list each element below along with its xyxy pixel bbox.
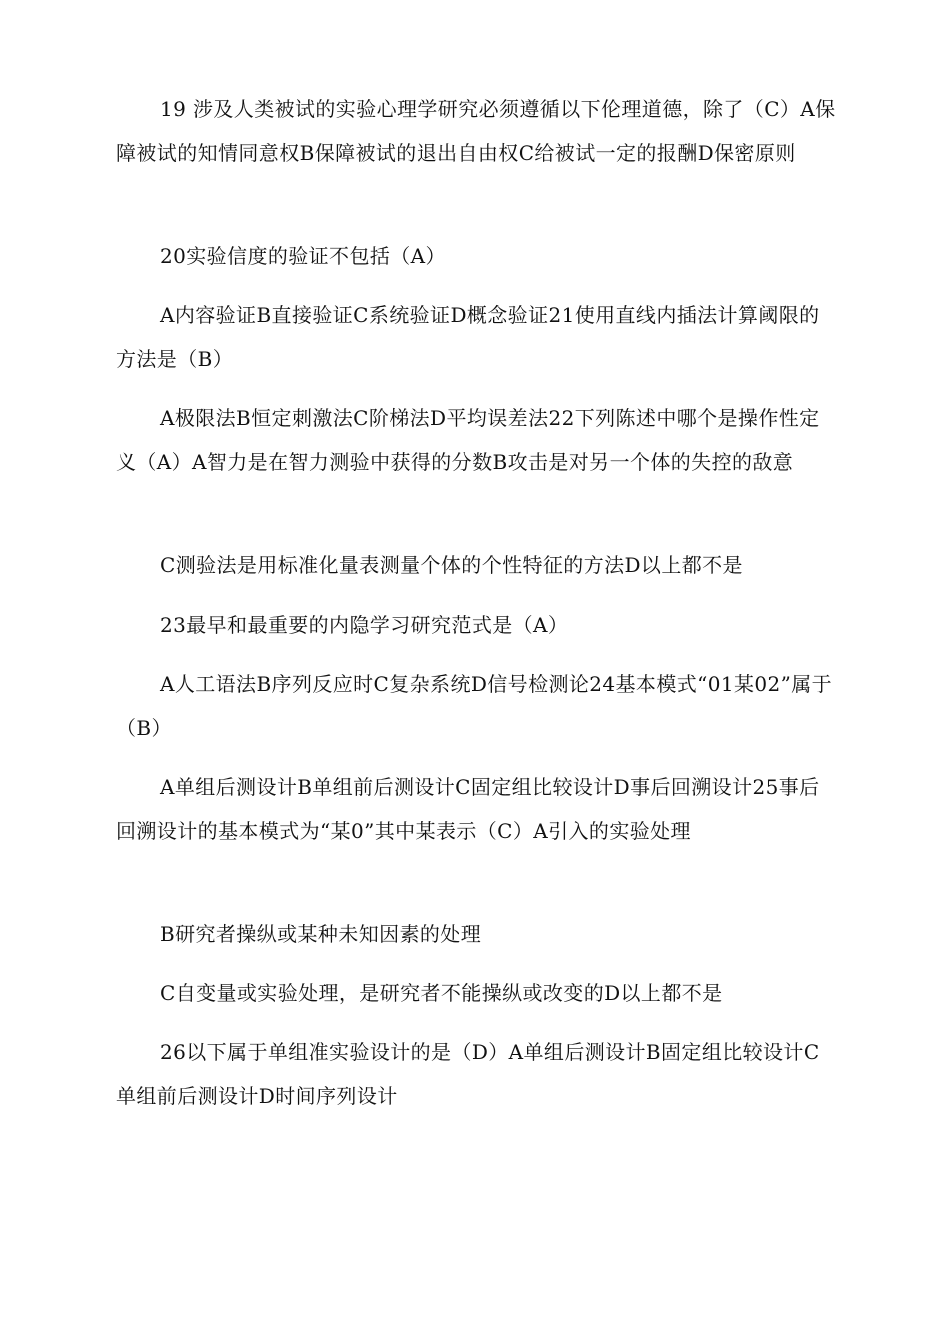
question-25-options-c-d: C自变量或实验处理，是研究者不能操纵或改变的D以上都不是 bbox=[160, 981, 723, 1005]
question-24-options-and-question-25: A单组后测设计B单组前后测设计C固定组比较设计D事后回溯设计25事后回溯设计的基本模式为“某0”其中某表示（C）A引入的实验处理 bbox=[116, 775, 820, 843]
question-21-options-and-question-22: A极限法B恒定刺激法C阶梯法D平均误差法22下列陈述中哪个是操作性定义（A）A智力是在智力测验中获得的分数B攻击是对另一个体的失控的敌意 bbox=[116, 406, 820, 474]
question-25-option-b: B研究者操纵或某种未知因素的处理 bbox=[160, 922, 482, 946]
question-20-options-and-question-21: A内容验证B直接验证C系统验证D概念验证21使用直线内插法计算阈限的方法是（B） bbox=[116, 303, 820, 371]
question-26-paragraph: 26以下属于单组准实验设计的是（D）A单组后测设计B固定组比较设计C单组前后测设计D时间序列设计 bbox=[116, 1040, 820, 1108]
question-20-paragraph: 20实验信度的验证不包括（A） bbox=[160, 244, 446, 268]
question-23-options-and-question-24: A人工语法B序列反应时C复杂系统D信号检测论24基本模式“01某02”属于（B） bbox=[116, 672, 833, 740]
question-23-paragraph: 23最早和最重要的内隐学习研究范式是（A） bbox=[160, 613, 569, 637]
question-22-options-continued: C测验法是用标准化量表测量个体的个性特征的方法D以上都不是 bbox=[160, 553, 743, 577]
question-19-paragraph: 19 涉及人类被试的实验心理学研究必须遵循以下伦理道德，除了（C）A保障被试的知情同意权B保障被试的退出自由权C给被试一定的报酬D保密原则 bbox=[116, 97, 836, 165]
